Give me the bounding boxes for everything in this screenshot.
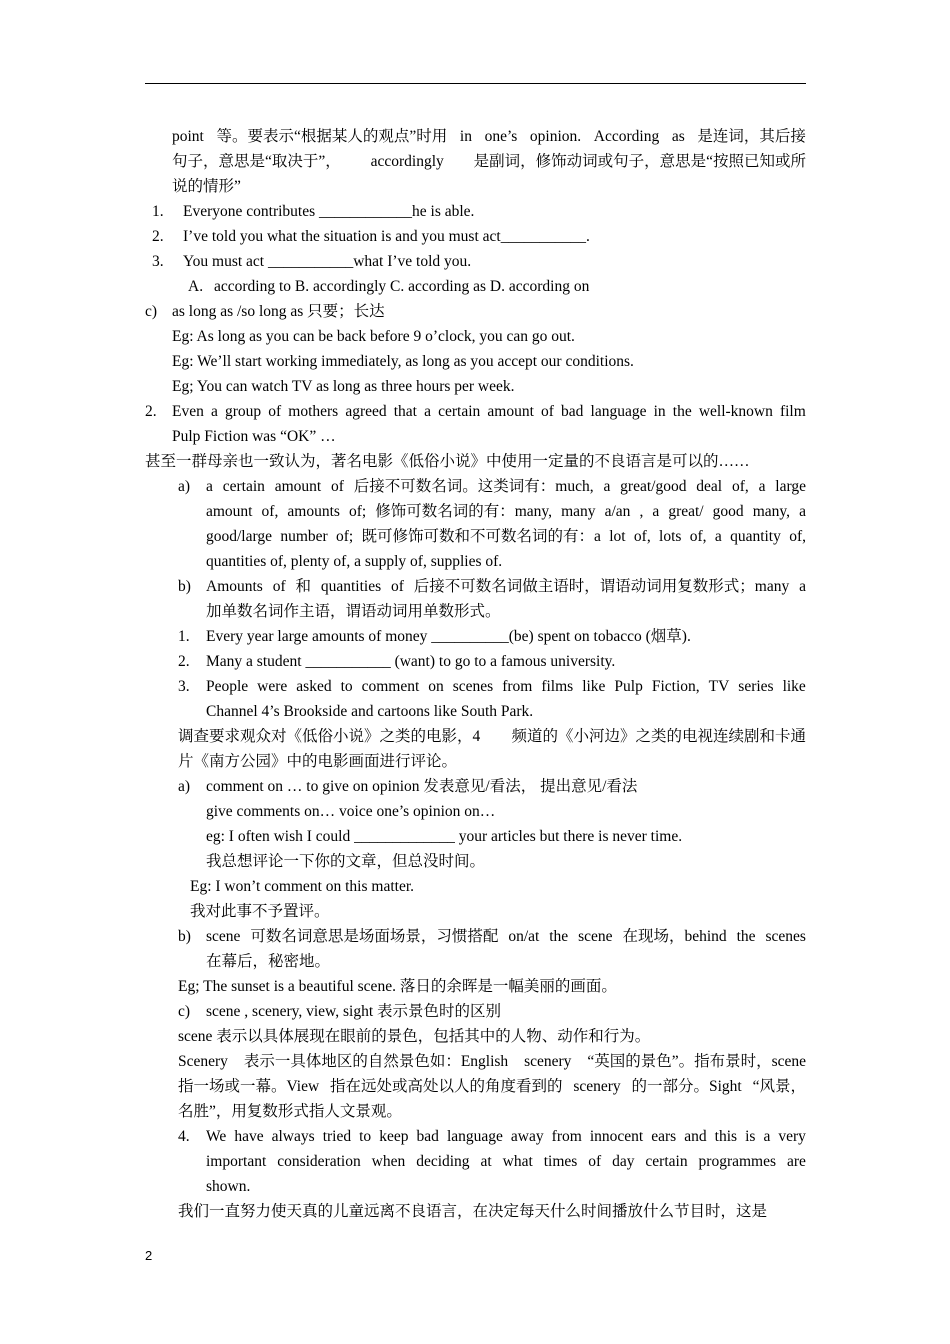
text-line: 我对此事不予置评。: [190, 903, 330, 920]
word: scenes: [765, 928, 806, 945]
text-line: scene 表示以具体展现在眼前的景色，包括其中的人物、动作和行为。: [178, 1028, 651, 1045]
word: 在现场，behind: [622, 928, 727, 945]
text-line: [206, 674, 806, 699]
list-marker: 2.: [178, 653, 190, 670]
word: very: [778, 1128, 806, 1145]
word: 表示一具体地区的自然景色如：English: [243, 1053, 509, 1070]
word: scenery: [573, 1078, 621, 1095]
text-line: Eg: We’ll start working immediately, as long as you accept our conditions.: [172, 353, 634, 370]
word: scenes: [452, 678, 494, 695]
word: this: [714, 1128, 738, 1145]
word: bad: [416, 1128, 439, 1145]
text-line: I’ve told you what the situation is and you must act___________.: [183, 228, 590, 245]
text-line: 我总想评论一下你的文章，但总没时间。: [206, 853, 486, 870]
word: of;: [348, 503, 367, 520]
word: to: [359, 1128, 372, 1145]
word: of: [272, 578, 286, 595]
word: mothers: [288, 403, 339, 420]
word: a: [799, 578, 806, 595]
list-marker: 3.: [152, 253, 164, 270]
list-marker: a): [178, 478, 191, 495]
word: number: [280, 528, 328, 545]
word: According: [593, 128, 660, 145]
text-line: [178, 724, 806, 749]
word: 修饰可数名词的有：many,: [375, 503, 553, 520]
text-line: Channel 4’s Brookside and cartoons like South Park.: [206, 703, 534, 720]
word: certain: [645, 1153, 688, 1170]
word: a: [424, 403, 431, 420]
word: 等。要表示“根据某人的观点”时用: [216, 128, 448, 145]
text-line: 名胜”，用复数形式指人文景观。: [178, 1103, 402, 1120]
word: quantities: [320, 578, 382, 595]
word: like: [782, 678, 806, 695]
word: 调查要求观众对《低俗小说》之类的电影，4: [178, 728, 481, 745]
word: one’s: [484, 128, 518, 145]
list-marker: 4.: [178, 1128, 190, 1145]
list-marker: 3.: [178, 678, 190, 695]
word: a: [799, 503, 806, 520]
word: 频道的《小河边》之类的电视连续剧和卡通: [511, 728, 806, 745]
word: certain: [222, 478, 265, 495]
word: group: [224, 403, 262, 420]
word: a: [763, 1128, 771, 1145]
word: a: [758, 478, 766, 495]
word: ,: [639, 503, 644, 520]
word: language: [590, 403, 647, 420]
word: deal: [696, 478, 723, 495]
word: comment: [361, 678, 420, 695]
word: great/: [668, 503, 704, 520]
text-line: [172, 399, 806, 424]
word: amount: [206, 503, 253, 520]
word: is: [745, 1128, 756, 1145]
word: good: [712, 503, 744, 520]
text-line: Eg: As long as you can be back before 9 o’clock, you can go out.: [172, 328, 575, 345]
word: of,: [689, 528, 707, 545]
text-line: Eg; The sunset is a beautiful scene. 落日的余晖是一幅美丽的画面。: [178, 978, 617, 995]
word: We: [206, 1128, 227, 1145]
word: programmes: [698, 1153, 777, 1170]
word: asked: [296, 678, 332, 695]
word: good/large: [206, 528, 273, 545]
text-line: 说的情形”: [172, 178, 241, 195]
word: to: [340, 678, 353, 695]
word: important: [206, 1153, 267, 1170]
word: films: [541, 678, 574, 695]
text-line: [172, 149, 806, 174]
word: of,: [633, 528, 651, 545]
word: of;: [336, 528, 354, 545]
word: bad: [561, 403, 584, 420]
word: opinion.: [529, 128, 582, 145]
text-line: [206, 1124, 806, 1149]
list-marker: 1.: [178, 628, 190, 645]
word: the: [672, 403, 692, 420]
word: of: [588, 1153, 602, 1170]
word: many,: [752, 503, 791, 520]
text-line: give comments on… voice one’s opinion on…: [206, 803, 496, 820]
text-line: according to B. accordingly C. according as D. according on: [214, 278, 590, 295]
list-marker: b): [178, 928, 191, 945]
word: in: [653, 403, 666, 420]
word: of: [331, 478, 344, 495]
word: “英国的景色”。指布景时，scene: [587, 1053, 806, 1070]
text-line: eg: I often wish I could _____________ your articles but there is never time.: [206, 828, 683, 845]
word: of,: [789, 528, 806, 545]
word: agreed: [345, 403, 387, 420]
word: innocent: [589, 1128, 644, 1145]
word: deciding: [416, 1153, 470, 1170]
list-marker: A.: [188, 278, 204, 295]
word: and: [684, 1128, 707, 1145]
list-marker: c): [145, 303, 158, 320]
word: a: [206, 478, 213, 495]
word: Even: [172, 403, 204, 420]
word: film: [779, 403, 806, 420]
word: the: [736, 928, 756, 945]
word: People: [206, 678, 249, 695]
word: Fiction,: [651, 678, 700, 695]
word: Pulp: [614, 678, 643, 695]
word: a: [603, 478, 611, 495]
text-line: [178, 1199, 806, 1224]
text-line: [178, 1074, 806, 1099]
text-line: You must act ___________what I’ve told you.: [183, 253, 472, 270]
word: on/at: [508, 928, 540, 945]
word: ears: [651, 1128, 677, 1145]
text-line: Eg; You can watch TV as long as three hours per week.: [172, 378, 515, 395]
word: 是连词，其后接: [697, 128, 806, 145]
word: many: [561, 503, 596, 520]
word: always: [271, 1128, 315, 1145]
word: when: [371, 1153, 406, 1170]
word: Scenery: [178, 1053, 228, 1070]
word: 是副词，修饰动词或句子，意思是“按照已知或所: [473, 153, 806, 170]
list-marker: 2.: [152, 228, 164, 245]
text-line: 片《南方公园》中的电影画面进行评论。: [178, 753, 458, 770]
list-marker: 1.: [152, 203, 164, 220]
word: 句子，意思是“取决于”，: [172, 153, 341, 170]
word: tried: [322, 1128, 352, 1145]
word: away: [510, 1128, 544, 1145]
text-line: [178, 1049, 806, 1074]
text-line: Eg: I won’t comment on this matter.: [190, 878, 415, 895]
word: from: [551, 1128, 582, 1145]
word: certain: [438, 403, 481, 420]
word: well-known: [698, 403, 773, 420]
text-line: Many a student ___________ (want) to go to a famous university.: [206, 653, 616, 670]
text-line: [206, 474, 806, 499]
word: amount: [274, 478, 322, 495]
word: of,: [731, 478, 749, 495]
word: 指在远处或高处以人的角度看到的: [329, 1078, 563, 1095]
word: series: [738, 678, 774, 695]
header-rule: [145, 83, 806, 84]
text-line: Pulp Fiction was “OK” …: [172, 428, 336, 445]
word: a: [210, 403, 218, 420]
word: “风景，: [752, 1078, 806, 1095]
word: as: [671, 128, 685, 145]
word: a: [652, 503, 660, 520]
word: amounts: [287, 503, 340, 520]
word: 指一场或一幕。View: [178, 1078, 320, 1095]
word: 后接不可数名词做主语时，谓语动词用复数形式；many: [413, 578, 790, 595]
text-line: 在幕后，秘密地。: [206, 953, 331, 970]
text-line: comment on … to give on opinion 发表意见/看法， 提出意见/看法: [206, 778, 638, 795]
word: at: [480, 1153, 492, 1170]
word: in: [459, 128, 472, 145]
word: a: [714, 528, 722, 545]
word: scenery: [524, 1053, 572, 1070]
word: a/an: [604, 503, 631, 520]
word: quantity: [730, 528, 781, 545]
word: times: [543, 1153, 578, 1170]
word: that: [393, 403, 417, 420]
word: Amounts: [206, 578, 263, 595]
word: have: [234, 1128, 264, 1145]
text-line: as long as /so long as 只要；长达: [172, 303, 385, 320]
word: 我们一直努力使天真的儿童远离不良语言，在决定每天什么时间播放什么节目时，这是: [178, 1203, 768, 1220]
text-line: scene , scenery, view, sight 表示景色时的区别: [206, 1003, 502, 1020]
text-line: [206, 574, 806, 599]
word: large: [775, 478, 806, 495]
word: like: [582, 678, 606, 695]
word: were: [257, 678, 288, 695]
text-line: Every year large amounts of money __________(be) spent on tobacco (烟草).: [206, 628, 691, 645]
word: the: [549, 928, 569, 945]
page-number: 2: [145, 1248, 153, 1263]
word: 可数名词意思是场面场景，习惯搭配: [250, 928, 499, 945]
list-marker: b): [178, 578, 191, 595]
text-line: [206, 1149, 806, 1174]
word: lot: [609, 528, 626, 545]
word: accordingly: [370, 153, 444, 170]
list-marker: a): [178, 778, 191, 795]
word: point: [172, 128, 204, 145]
word: 的一部分。Sight: [631, 1078, 742, 1095]
word: of: [541, 403, 554, 420]
word: of,: [261, 503, 279, 520]
word: on: [428, 678, 444, 695]
word: of: [391, 578, 404, 595]
text-line: [206, 924, 806, 949]
text-line: [206, 499, 806, 524]
word: language: [446, 1128, 503, 1145]
text-line: [172, 124, 806, 149]
text-line: quantities of, plenty of, a supply of, supplies of.: [206, 553, 503, 570]
text-line: [206, 524, 806, 549]
word: consideration: [277, 1153, 361, 1170]
word: scene: [206, 928, 241, 945]
word: day: [612, 1153, 635, 1170]
list-marker: c): [178, 1003, 191, 1020]
word: 后接不可数名词。这类词有：much,: [353, 478, 594, 495]
list-marker: 2.: [145, 403, 157, 420]
word: are: [786, 1153, 806, 1170]
word: of: [268, 403, 282, 420]
word: what: [502, 1153, 533, 1170]
word: 和: [295, 578, 311, 595]
word: scene: [578, 928, 613, 945]
text-line: 加单数名词作主语，谓语动词用单数形式。: [206, 603, 501, 620]
word: keep: [379, 1128, 409, 1145]
word: lots: [659, 528, 682, 545]
text-line: 甚至一群母亲也一致认为，著名电影《低俗小说》中使用一定量的不良语言是可以的……: [145, 453, 750, 470]
word: amount: [487, 403, 534, 420]
word: TV: [708, 678, 730, 695]
word: 既可修饰可数和不可数名词的有：a: [361, 528, 601, 545]
word: from: [502, 678, 533, 695]
text-line: shown.: [206, 1178, 251, 1195]
word: great/good: [620, 478, 687, 495]
text-line: Everyone contributes ____________he is able.: [183, 203, 475, 220]
